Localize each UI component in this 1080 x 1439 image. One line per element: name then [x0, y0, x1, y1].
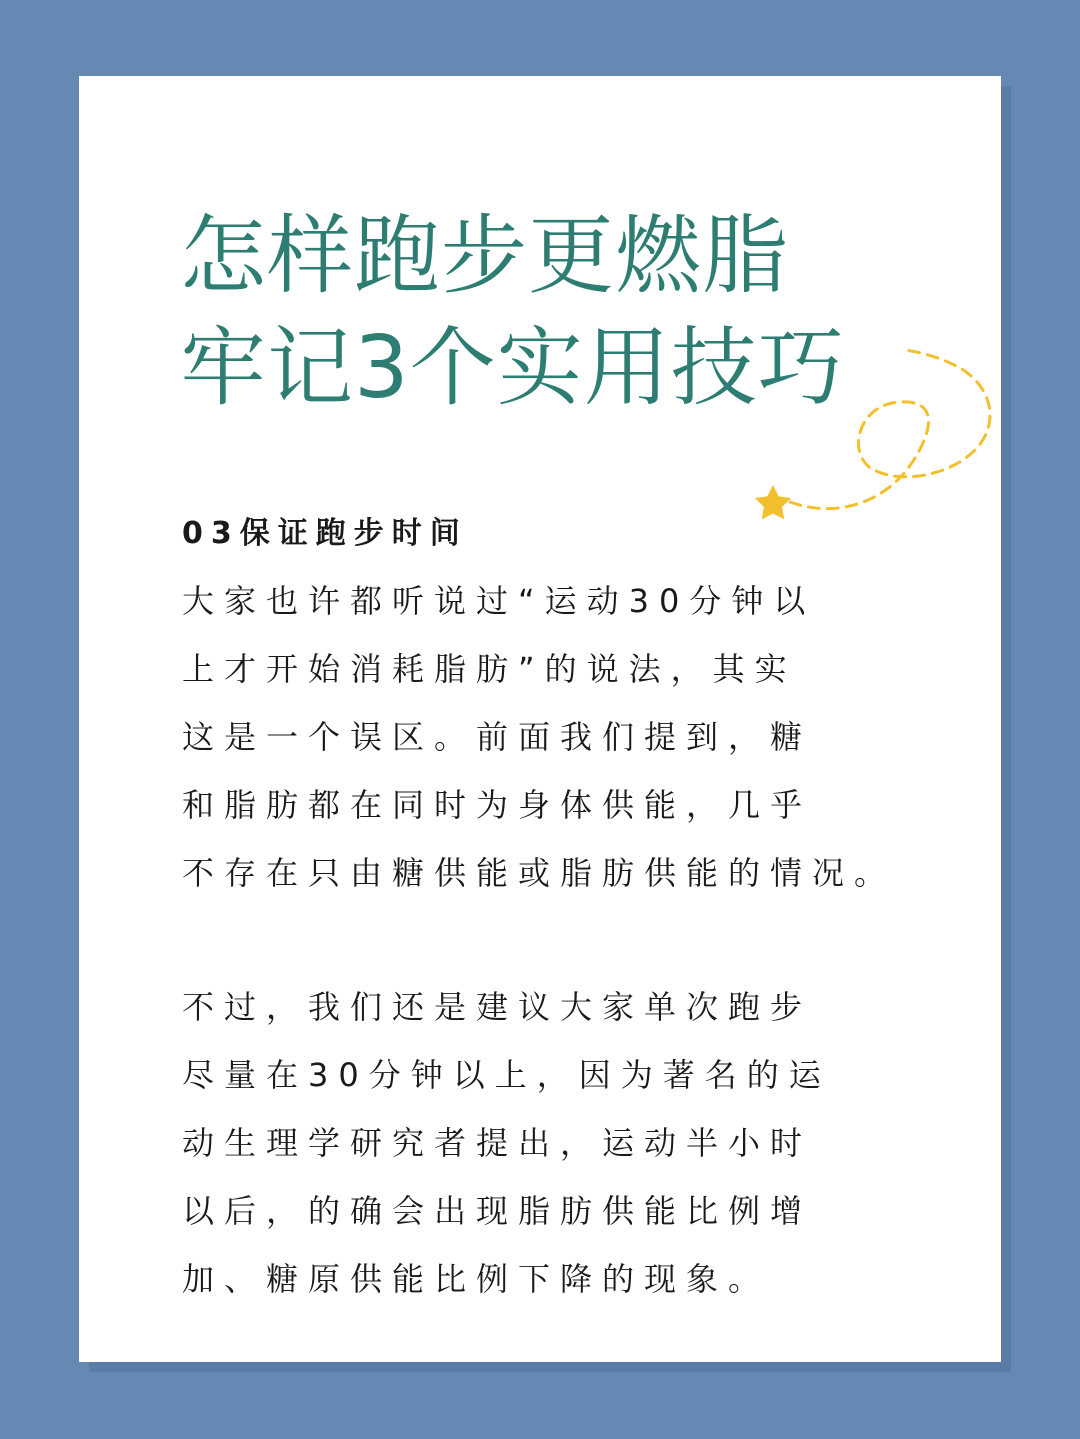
title-line-2: 牢记3个实用技巧: [180, 318, 845, 418]
paragraph-line: 加、糖原供能比例下降的现象。: [182, 1260, 771, 1298]
paragraph-line: 这是一个误区。前面我们提到，糖: [182, 718, 813, 756]
star-icon: [755, 485, 791, 519]
paragraph-line: 以后，的确会出现脂肪供能比例增: [182, 1192, 813, 1230]
title-line-1: 怎样跑步更燃脂: [180, 206, 789, 306]
paragraph-line: 大家也许都听说过“运动30分钟以: [182, 582, 816, 620]
paragraph-line: 和脂肪都在同时为身体供能，几乎: [182, 786, 813, 824]
paragraph-2: [182, 973, 902, 1313]
paragraph-line: 不存在只由糖供能或脂肪供能的情况。: [182, 854, 897, 892]
dashed-swirl-decoration: [740, 330, 1000, 540]
paragraph-1: [182, 567, 902, 907]
paragraph-line: 不过，我们还是建议大家单次跑步: [182, 988, 813, 1026]
paragraph-line: 尽量在30分钟以上，因为著名的运: [182, 1056, 831, 1094]
section-heading: 03保证跑步时间: [182, 516, 468, 551]
dashed-swirl-path: [790, 350, 990, 509]
paragraph-line: 动生理学研究者提出，运动半小时: [182, 1124, 813, 1162]
paragraph-line: 上才开始消耗脂肪”的说法，其实: [182, 650, 797, 688]
